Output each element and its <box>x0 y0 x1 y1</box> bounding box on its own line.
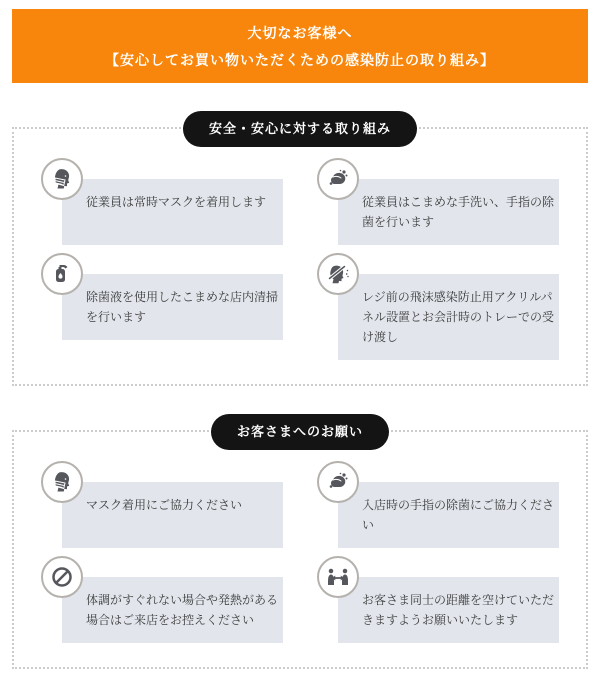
spray-bottle-icon <box>41 253 83 295</box>
item-text-box: 従業員は常時マスクを着用します <box>62 179 283 245</box>
item-store-cleaning <box>41 253 283 360</box>
items-row <box>41 461 559 548</box>
items-row <box>41 556 559 643</box>
item-text-box: 除菌液を使用したこまめな店内清掃を行います <box>62 274 283 340</box>
item-customer-sanitize <box>317 461 559 548</box>
social-distance-icon <box>317 556 359 598</box>
item-text-box: マスク着用にご協力ください <box>62 482 283 548</box>
hand-wash-icon <box>317 158 359 200</box>
droplet-guard-icon <box>317 253 359 295</box>
mask-face-icon <box>41 158 83 200</box>
item-text-box: お客さま同士の距離を空けていただきますようお願いいたします <box>338 577 559 643</box>
item-text-box: 入店時の手指の除菌にご協力ください <box>338 482 559 548</box>
item-text-box: レジ前の飛沫感染防止用アクリルパネル設置とお会計時のトレーでの受け渡し <box>338 274 559 360</box>
section-title-pill: 安全・安心に対する取り組み <box>183 111 417 147</box>
item-customer-mask <box>41 461 283 548</box>
section-title-pill: お客さまへのお願い <box>211 414 389 450</box>
prohibition-icon <box>41 556 83 598</box>
hand-wash-icon <box>317 461 359 503</box>
item-register-panel <box>317 253 559 360</box>
item-text-box: 体調がすぐれない場合や発熱がある場合はご来店をお控えください <box>62 577 283 643</box>
items-row <box>41 158 559 245</box>
section-customer-requests <box>12 424 588 669</box>
mask-face-icon <box>41 461 83 503</box>
header-banner <box>12 9 588 83</box>
section-safety-measures <box>12 121 588 386</box>
item-social-distance <box>317 556 559 643</box>
header-line1: 大切なお客様へ <box>247 24 353 41</box>
item-stay-home <box>41 556 283 643</box>
item-staff-mask <box>41 158 283 245</box>
item-text-box: 従業員はこまめな手洗い、手指の除菌を行います <box>338 179 559 245</box>
items-row <box>41 253 559 360</box>
item-staff-handwash <box>317 158 559 245</box>
header-line2: 【安心してお買い物いただくための感染防止の取り組み】 <box>105 51 495 68</box>
